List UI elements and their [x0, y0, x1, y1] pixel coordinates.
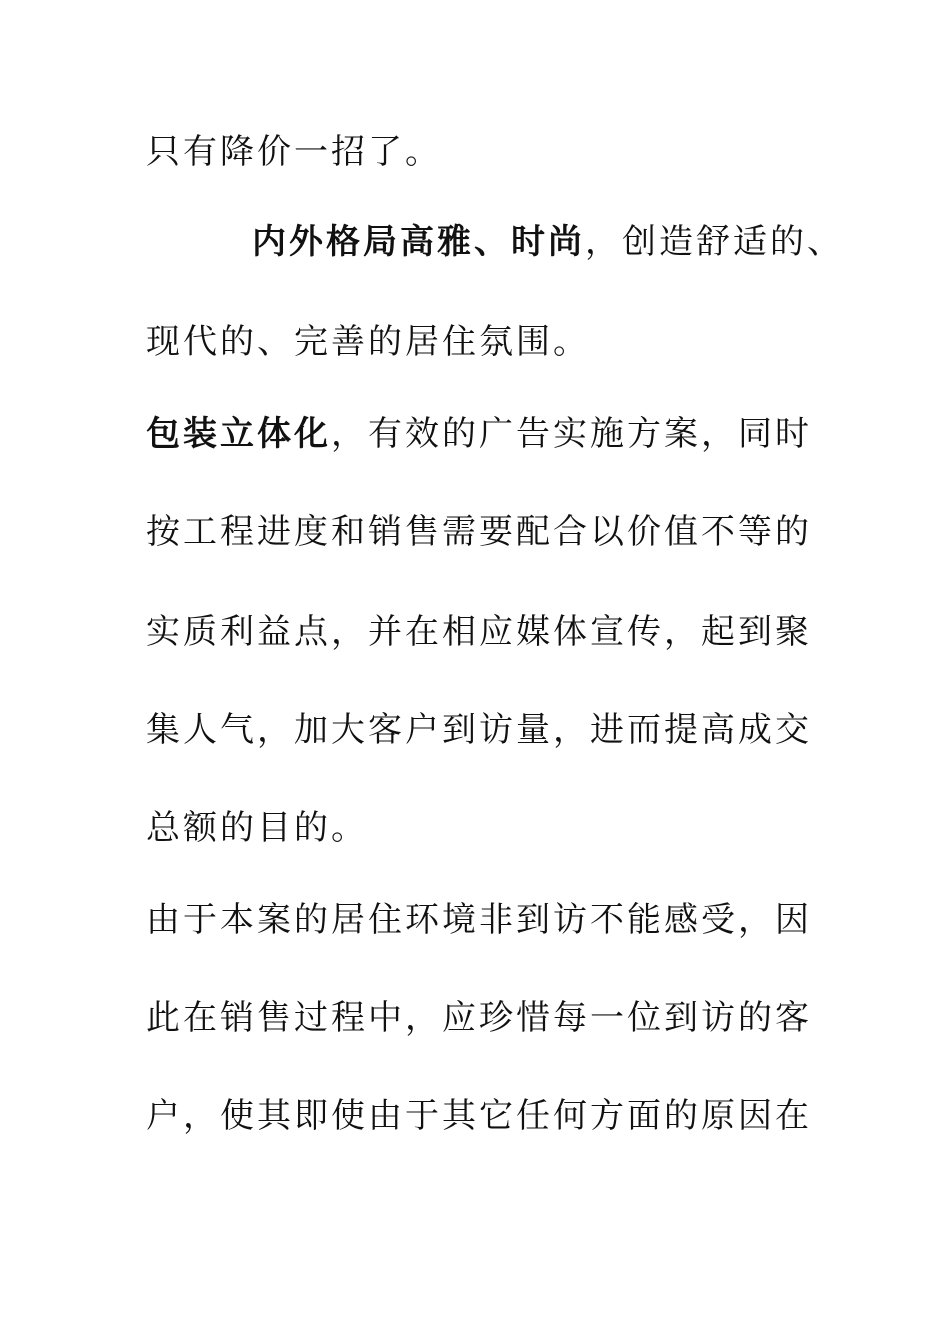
line-text: 户，使其即使由于其它任何方面的原因在 — [146, 1096, 812, 1136]
paragraph-line-11 — [146, 1096, 812, 1136]
paragraph-line-1 — [146, 132, 442, 172]
bold-heading: 包装立体化 — [146, 414, 331, 454]
paragraph-line-2 — [252, 222, 844, 262]
paragraph-line-6 — [146, 612, 812, 652]
paragraph-line-3 — [146, 322, 590, 362]
bold-heading: 内外格局高雅、时尚 — [252, 222, 585, 262]
paragraph-line-7 — [146, 710, 812, 750]
line-text: 现代的、完善的居住氛围。 — [146, 322, 590, 362]
line-text: 由于本案的居住环境非到访不能感受，因 — [146, 900, 812, 940]
paragraph-line-4 — [146, 414, 812, 454]
line-text: 只有降价一招了。 — [146, 132, 442, 172]
line-text: 按工程进度和销售需要配合以价值不等的 — [146, 512, 812, 552]
line-text: 此在销售过程中，应珍惜每一位到访的客 — [146, 998, 812, 1038]
line-text: 实质利益点，并在相应媒体宣传，起到聚 — [146, 612, 812, 652]
paragraph-line-10 — [146, 998, 812, 1038]
paragraph-line-5 — [146, 512, 812, 552]
line-text: ，有效的广告实施方案，同时 — [331, 414, 812, 454]
line-text: 总额的目的。 — [146, 808, 368, 848]
line-text: 集人气，加大客户到访量，进而提高成交 — [146, 710, 812, 750]
paragraph-line-8 — [146, 808, 368, 848]
paragraph-line-9 — [146, 900, 812, 940]
line-text: ，创造舒适的、 — [585, 222, 844, 262]
